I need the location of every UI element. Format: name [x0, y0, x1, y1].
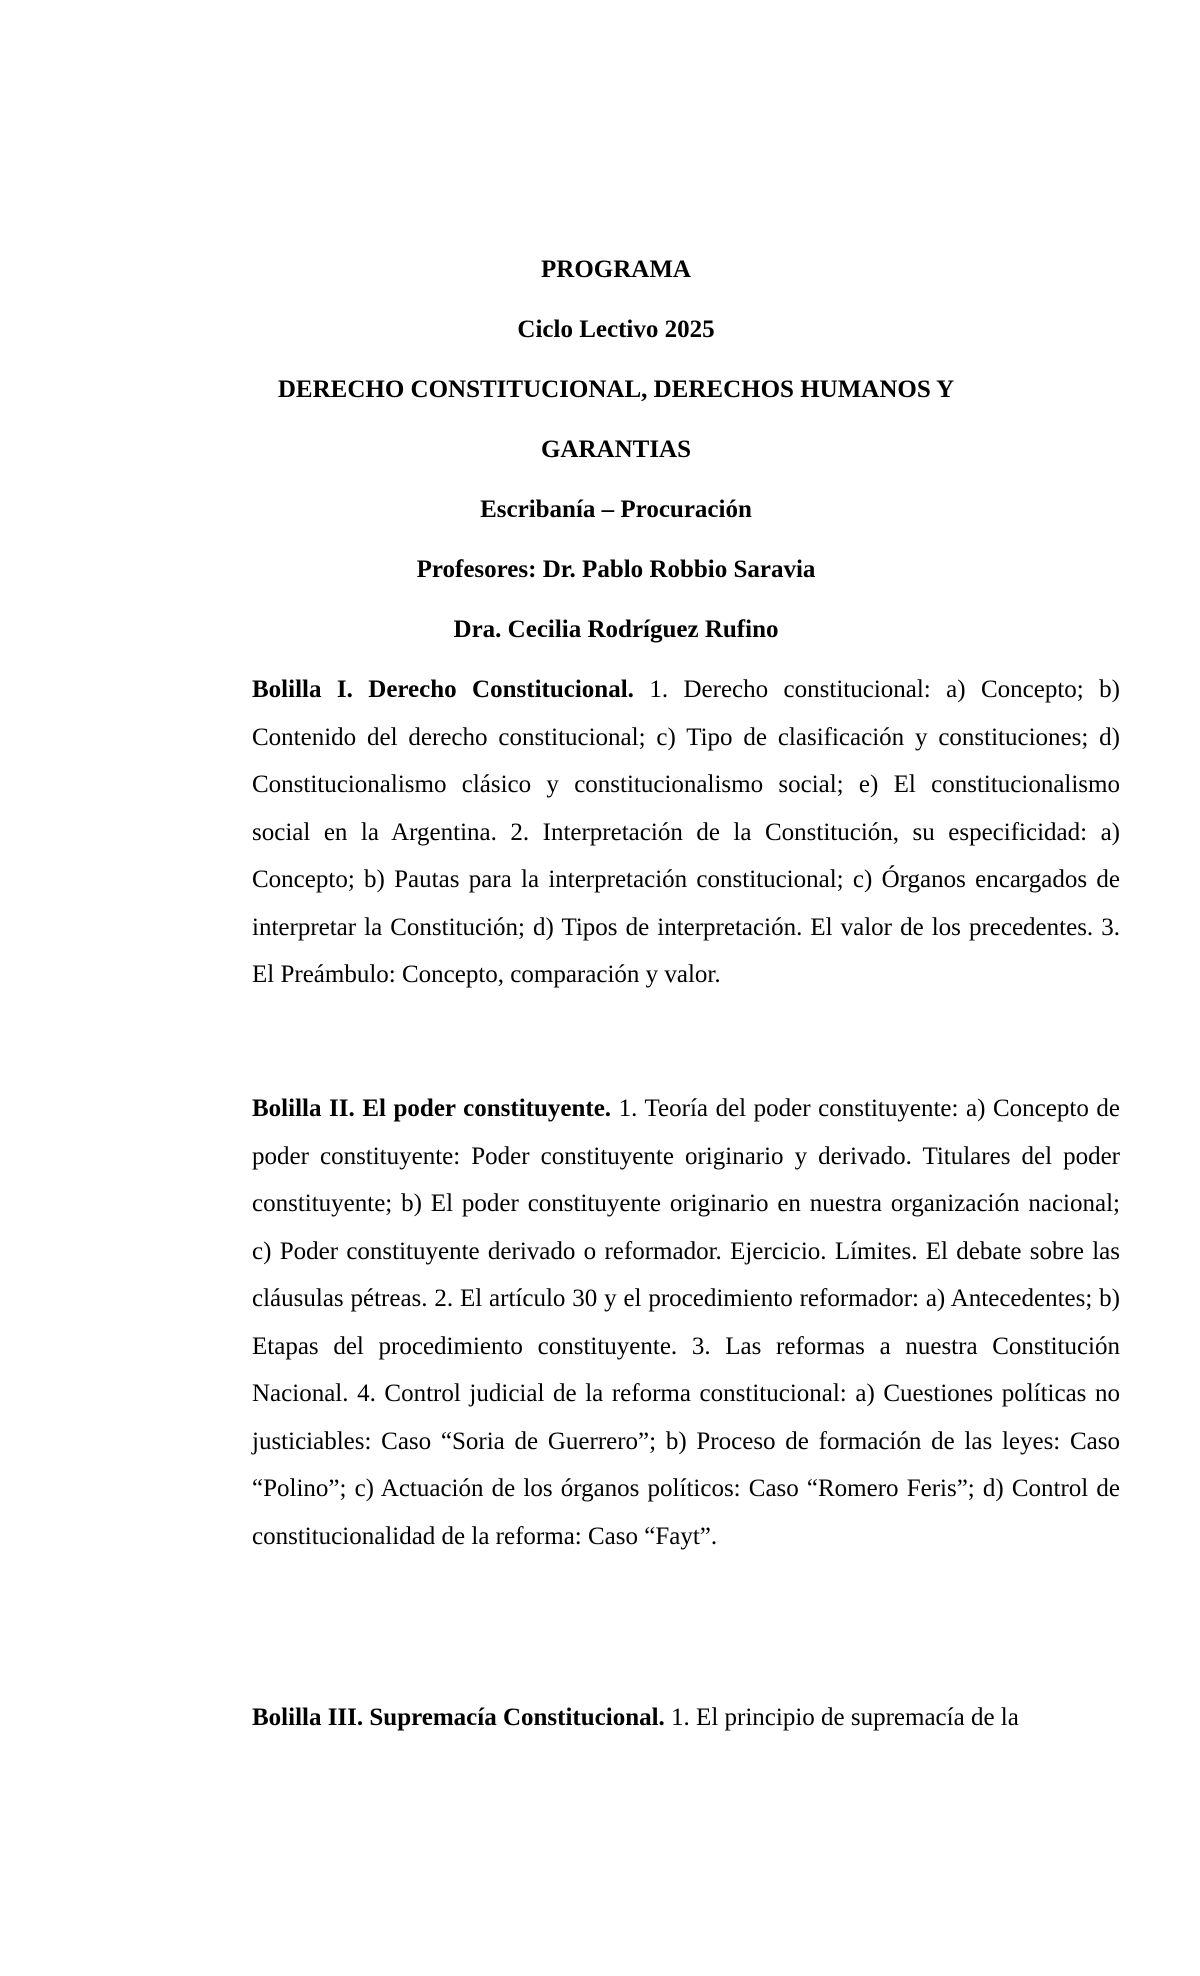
- subject-title-line-2: GARANTIAS: [540, 436, 692, 463]
- bolilla-text: 1. Derecho constitucional: a) Concepto; b) Contenido del derecho constitucional; c) Tipo de clasificación y constituciones; d) Constitucionalismo clásico y constitucionalismo social; e) El constitucionalismo social en la Argentina. 2. Interpretación de la Constitución, su especificidad: a) Concepto; b) Pautas para la interpretación constitucional; c) Órganos encargados de interpretar la Constitución; d) Tipos de interpretación. El valor de los precedentes. 3. El Preámbulo: Concepto, comparación y valor.: [252, 676, 1120, 988]
- career-name: Escribanía – Procuración: [480, 496, 752, 523]
- professors-line: Profesores: Dr. Pablo Robbio Saravia: [416, 556, 816, 583]
- bolilla-section: [252, 666, 1120, 999]
- bolilla-section: [252, 1085, 1120, 1560]
- bolilla-text: 1. El principio de supremacía de la: [664, 1704, 1019, 1731]
- bolilla-section: [252, 1694, 1120, 1742]
- program-title: PROGRAMA: [541, 256, 691, 283]
- subject-title-line-1: DERECHO CONSTITUCIONAL, DERECHOS HUMANOS Y: [277, 376, 955, 403]
- bolilla-text: 1. Teoría del poder constituyente: a) Concepto de poder constituyente: Poder constituyente originario y derivado. Titulares del poder constituyente; b) El poder constituyente originario en nuestra organización nacional; c) Poder constituyente derivado o reformador. Ejercicio. Límites. El debate sobre las cláusulas pétreas. 2. El artículo 30 y el procedimiento reformador: a) Antecedentes; b) Etapas del procedimiento constituyente. 3. Las reformas a nuestra Constitución Nacional. 4. Control judicial de la reforma constitucional: a) Cuestiones políticas no justiciables: Caso “Soria de Guerrero”; b) Proceso de formación de las leyes: Caso “Polino”; c) Actuación de los órganos políticos: Caso “Romero Feris”; d) Control de constitucionalidad de la reforma: Caso “Fayt”.: [252, 1095, 1120, 1550]
- bolilla-heading: Bolilla III. Supremacía Constitucional.: [252, 1704, 665, 1731]
- professor-second: Dra. Cecilia Rodríguez Rufino: [453, 616, 779, 643]
- bolilla-heading: Bolilla I. Derecho Constitucional.: [252, 676, 634, 703]
- academic-year: Ciclo Lectivo 2025: [517, 316, 715, 343]
- document-header: [0, 240, 1200, 660]
- bolilla-heading: Bolilla II. El poder constituyente.: [252, 1095, 612, 1122]
